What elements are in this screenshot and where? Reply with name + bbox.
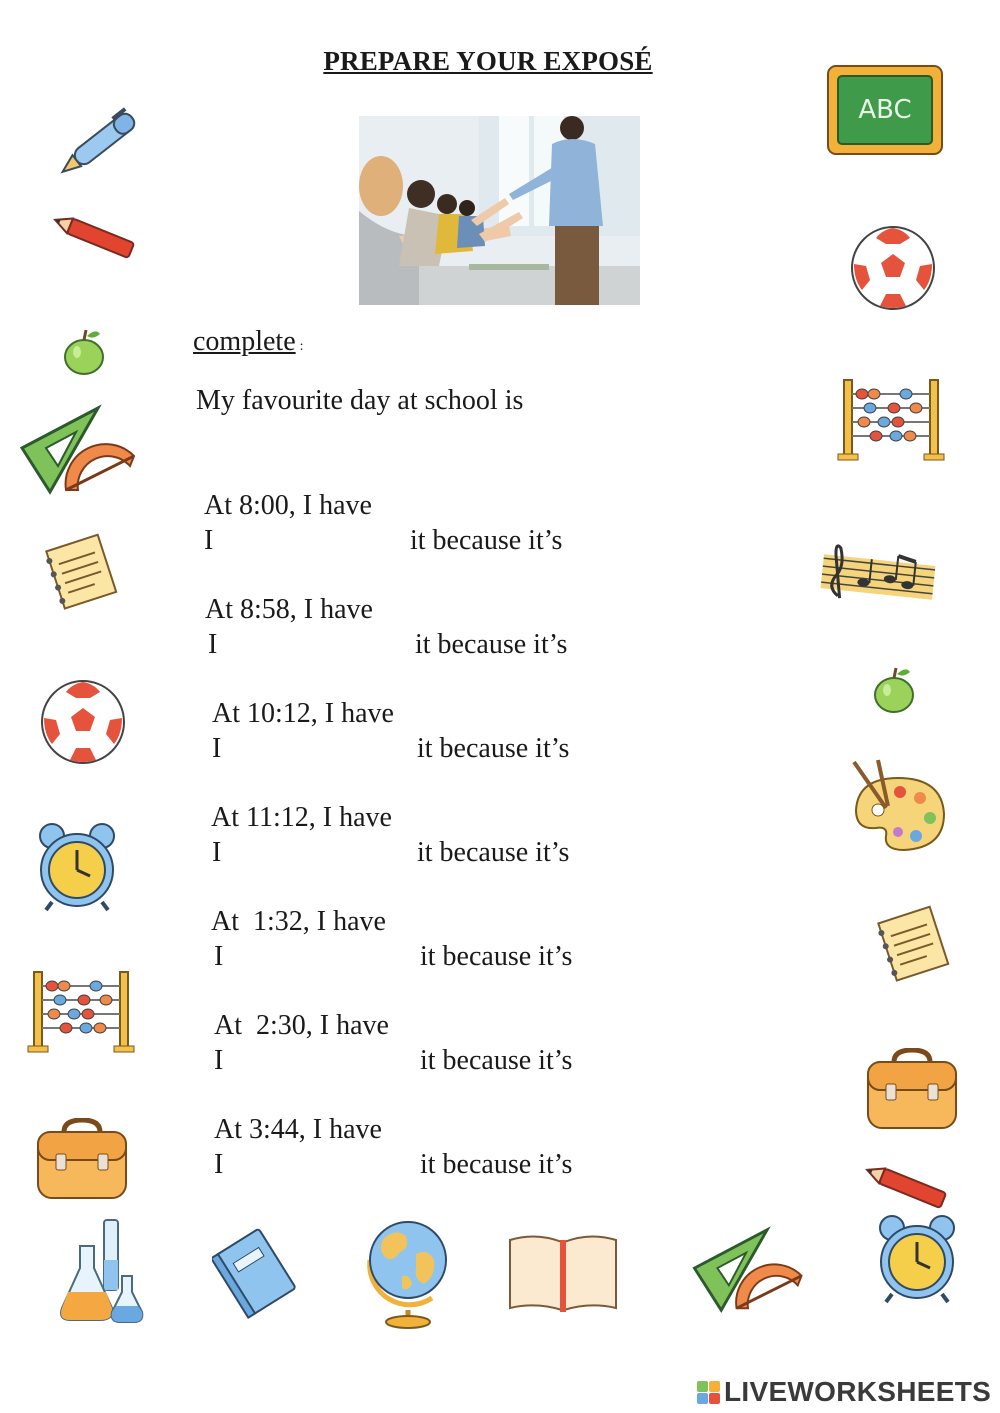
reason-text: it because it’s [420, 941, 573, 972]
open-book-icon [506, 1232, 620, 1312]
time-line: At 1:32, I have [211, 906, 386, 937]
pronoun: I [214, 941, 224, 972]
notebook-icon [212, 1228, 296, 1320]
notepad-icon [40, 532, 120, 610]
reason-text: it because it’s [417, 733, 570, 764]
schedule-entry [212, 696, 570, 766]
reason-text: it because it’s [420, 1149, 573, 1180]
fountain-pen-icon [50, 98, 154, 184]
pronoun: I [208, 629, 218, 660]
alarm-clock-icon [36, 818, 118, 912]
instruction-label: complete [193, 326, 296, 357]
abacus-icon [836, 376, 946, 462]
abacus-icon [26, 968, 136, 1054]
time-line: At 10:12, I have [212, 698, 394, 729]
globe-icon [362, 1214, 454, 1330]
schedule-entry [205, 592, 568, 662]
apple-icon [870, 664, 918, 714]
school-bag-icon [34, 1118, 130, 1202]
instruction-colon: : [299, 339, 304, 354]
music-notes-icon [818, 542, 938, 612]
pronoun: I [212, 837, 222, 868]
chalkboard-icon [826, 64, 944, 156]
time-line: At 8:00, I have [204, 490, 372, 521]
schedule-entry [204, 488, 563, 558]
alarm-clock-icon [876, 1210, 958, 1304]
ruler-protractor-icon [690, 1226, 806, 1314]
paint-palette-icon [848, 758, 948, 854]
reason-text: it because it’s [410, 525, 563, 556]
classroom-photo [359, 116, 640, 305]
brand-icon [697, 1381, 720, 1404]
time-line: At 8:58, I have [205, 594, 373, 625]
reason-text: it because it’s [417, 837, 570, 868]
reason-text: it because it’s [415, 629, 568, 660]
pronoun: I [214, 1045, 224, 1076]
brand-text: LIVEWORKSHEETS [724, 1376, 992, 1407]
time-line: At 11:12, I have [211, 802, 392, 833]
schedule-entry [214, 1008, 573, 1078]
schedule-entry [211, 904, 573, 974]
page-title: PREPARE YOUR EXPOSÉ [323, 46, 653, 76]
red-pencil-icon [862, 1160, 952, 1212]
liveworksheets-logo [697, 1376, 991, 1408]
soccer-ball-icon [848, 224, 938, 312]
time-line: At 2:30, I have [214, 1010, 389, 1041]
red-pencil-icon [50, 210, 140, 262]
school-bag-icon [864, 1048, 960, 1132]
notepad-icon [872, 904, 952, 982]
instruction [193, 326, 304, 358]
time-line: At 3:44, I have [214, 1114, 382, 1145]
pronoun: I [214, 1149, 224, 1180]
ruler-protractor-icon [18, 404, 138, 496]
apple-icon [60, 326, 108, 376]
pronoun: I [212, 733, 222, 764]
schedule-entry [214, 1112, 573, 1182]
reason-text: it because it’s [420, 1045, 573, 1076]
soccer-ball-icon [38, 678, 128, 766]
pronoun: I [204, 525, 214, 556]
flask-icon [60, 1216, 146, 1326]
schedule-entry [211, 800, 570, 870]
intro-sentence: My favourite day at school is [196, 385, 524, 416]
chalkboard-text: ABC [858, 95, 912, 125]
